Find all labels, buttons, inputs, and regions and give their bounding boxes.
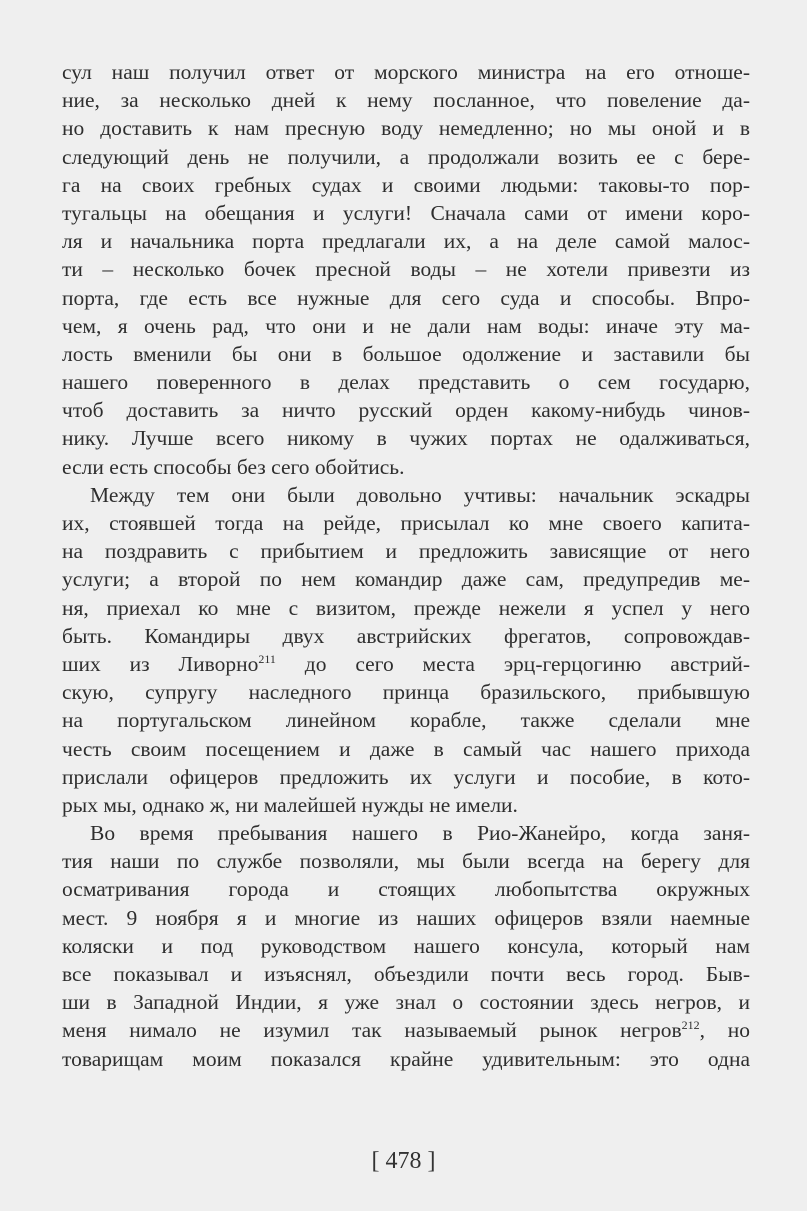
text-line: ля и начальника порта предлагали их, а на деле самой малос- — [62, 229, 750, 254]
footnote-ref-211[interactable]: 211 — [258, 651, 276, 666]
text-line: ня, приехал ко мне с визитом, прежде нежели я успел у него — [62, 595, 750, 620]
text-line: Во время пребывания нашего в Рио-Жанейро, когда заня- — [90, 821, 750, 846]
text-line: осматривания города и стоящих любопытства окружных — [62, 877, 750, 902]
footnote-ref-212[interactable]: 212 — [681, 1018, 700, 1033]
text-fragment: ших из Ливорно — [62, 651, 259, 676]
text-line: ние, за несколько дней к нему посланное, что повеление да- — [62, 88, 750, 113]
text-line: га на своих гребных судах и своими людьми: таковы-то пор- — [62, 172, 750, 197]
text-line: Между тем они были довольно учтивы: начальник эскадры — [90, 482, 750, 507]
text-line: тия наши по службе позволяли, мы были всегда на берегу для — [62, 849, 750, 874]
text-line: их, стоявшей тогда на рейде, присылал ко мне своего капита- — [62, 511, 750, 535]
text-line: порта, где есть все нужные для сего суда и способы. Впро- — [62, 285, 750, 310]
text-line: рых мы, однако ж, ни малейшей нужды не имели. — [62, 792, 518, 817]
text-fragment: , но — [699, 1018, 750, 1043]
text-line: следующий день не получили, а продолжали возить ее с бере- — [62, 144, 750, 169]
text-line: нику. Лучше всего никому в чужих портах не одалживаться, — [62, 426, 750, 451]
text-line: сул наш получил ответ от морского министра на его отноше- — [62, 60, 750, 84]
text-line: ти – несколько бочек пресной воды – не хотели привезти из — [62, 257, 750, 282]
text-line: если есть способы без сего обойтись. — [62, 454, 405, 479]
text-line: на португальском линейном корабле, также сделали мне — [62, 708, 750, 733]
page-body-text — [62, 58, 750, 1073]
text-line: коляски и под руководством нашего консула, который нам — [62, 933, 750, 958]
page-number: [ 478 ] — [371, 1148, 436, 1174]
text-line: честь своим посещением и даже в самый час нашего прихода — [62, 736, 750, 761]
text-line-with-footnote — [62, 650, 750, 678]
text-line: ши в Западной Индии, я уже знал о состоянии здесь негров, и — [62, 990, 750, 1015]
text-line: скую, супругу наследного принца бразильского, прибывшую — [62, 680, 750, 705]
text-line: чтоб доставить за ничто русский орден какому-нибудь чинов- — [62, 398, 750, 423]
text-line: лость вменили бы они в большое одолжение и заставили бы — [62, 341, 750, 366]
text-line: товарищам моим показался крайне удивительным: это одна — [62, 1046, 750, 1071]
text-line: чем, я очень рад, что они и не дали нам воды: иначе эту ма- — [62, 313, 750, 338]
text-line: прислали офицеров предложить их услуги и пособие, в кото- — [62, 764, 750, 789]
text-line: но доставить к нам пресную воду немедленно; но мы оной и в — [62, 116, 750, 141]
text-line: быть. Командиры двух австрийских фрегатов, сопровождав- — [62, 623, 750, 648]
text-fragment: до сего места эрц-герцогиню австрий- — [304, 651, 750, 676]
text-line: на поздравить с прибытием и предложить зависящие от него — [62, 539, 750, 564]
text-line-with-footnote — [62, 1016, 750, 1044]
text-fragment: меня нимало не изумил так называемый рынок негров — [62, 1018, 682, 1043]
text-line: мест. 9 ноября я и многие из наших офицеров взяли наемные — [62, 905, 750, 930]
text-line: тугальцы на обещания и услуги! Сначала сами от имени коро- — [62, 200, 750, 225]
text-line: услуги; а второй по нем командир даже сам, предупредив ме- — [62, 567, 750, 592]
text-line: нашего поверенного в делах представить о сем государю, — [62, 370, 750, 395]
text-line: все показывал и изъяснял, объездили почти весь город. Быв- — [62, 962, 750, 986]
